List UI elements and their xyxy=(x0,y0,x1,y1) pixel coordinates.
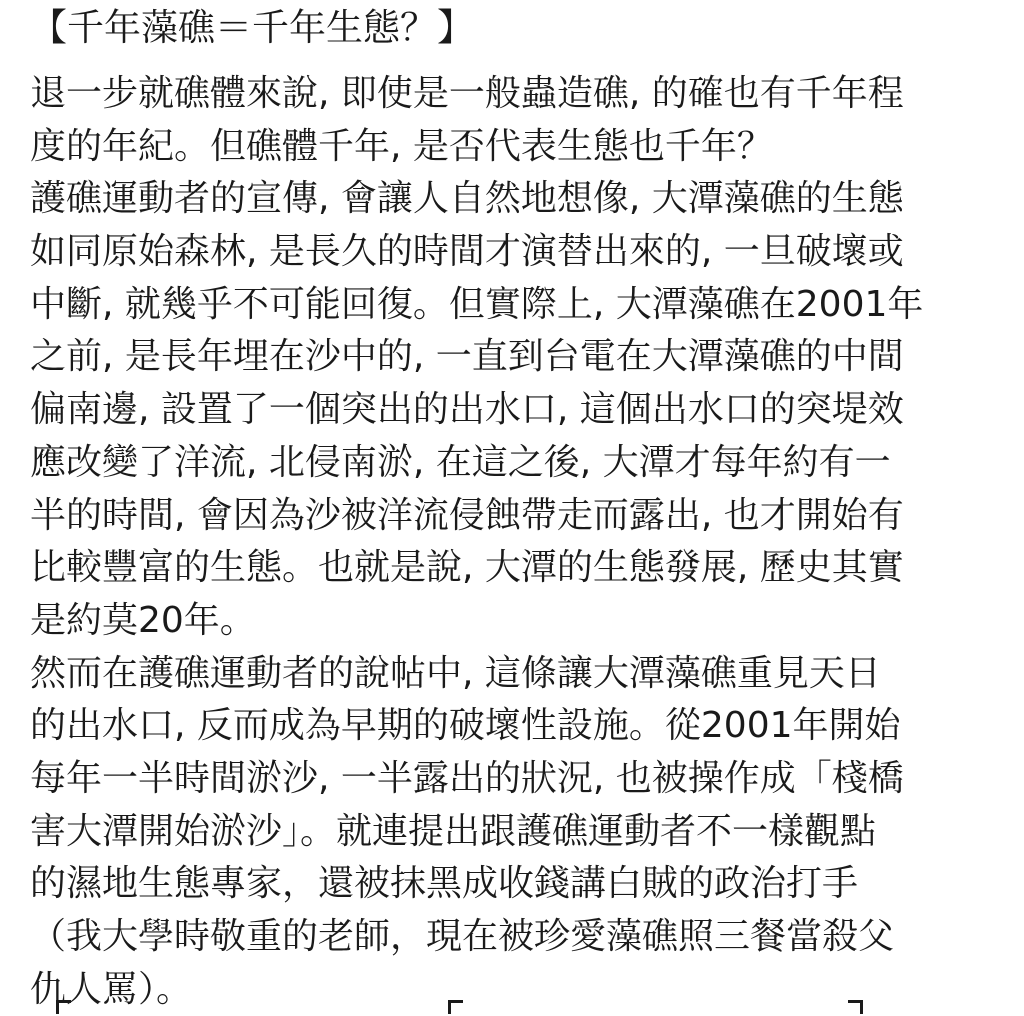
text-line: 度的年紀。但礁體千年, 是否代表生態也千年？ xyxy=(30,125,773,167)
text-line: 是約莫20年。 xyxy=(30,599,256,641)
bracket-fragment-icon xyxy=(56,1000,71,1014)
bracket-fragment-icon xyxy=(448,1000,463,1014)
text-line: 護礁運動者的宣傳, 會讓人自然地想像, 大潭藻礁的生態 xyxy=(30,178,904,220)
text-line: 然而在護礁運動者的說帖中, 這條讓大潭藻礁重見天日 xyxy=(30,652,881,694)
text-line: 退一步就礁體來說, 即使是一般蟲造礁, 的確也有千年程 xyxy=(30,73,904,114)
truncated-next-line xyxy=(30,996,1005,1014)
text-line: 如同原始森林, 是長久的時間才演替出來的, 一旦破壞或 xyxy=(30,231,904,273)
text-line: 應改變了洋流, 北侵南淤, 在這之後, 大潭才每年約有一 xyxy=(30,441,891,483)
section-heading: 【千年藻礁＝千年生態？】 xyxy=(30,6,474,49)
article-body xyxy=(30,68,1005,1016)
text-line: 的濕地生態專家，還被抹黑成收錢講白賊的政治打手 xyxy=(30,863,859,905)
text-line: 中斷, 就幾乎不可能回復。但實際上, 大潭藻礁在2001年 xyxy=(30,283,924,325)
text-line: （我大學時敬重的老師，現在被珍愛藻礁照三餐當殺父 xyxy=(30,916,895,957)
text-line: 仇人罵）。 xyxy=(30,968,193,1010)
text-line: 偏南邊, 設置了一個突出的出水口, 這個出水口的突堤效 xyxy=(30,389,904,431)
text-line: 害大潭開始淤沙」。就連提出跟護礁運動者不一樣觀點 xyxy=(30,810,877,852)
text-line: 之前, 是長年埋在沙中的, 一直到台電在大潭藻礁的中間 xyxy=(30,336,904,378)
bracket-fragment-icon xyxy=(848,1000,863,1014)
text-line: 每年一半時間淤沙, 一半露出的狀況, 也被操作成「棧橋 xyxy=(30,757,904,799)
text-line: 半的時間, 會因為沙被洋流侵蝕帶走而露出, 也才開始有 xyxy=(30,494,904,536)
text-line: 比較豐富的生態。也就是說, 大潭的生態發展, 歷史其實 xyxy=(30,547,904,589)
text-line: 的出水口, 反而成為早期的破壞性設施。從2001年開始 xyxy=(30,705,901,747)
